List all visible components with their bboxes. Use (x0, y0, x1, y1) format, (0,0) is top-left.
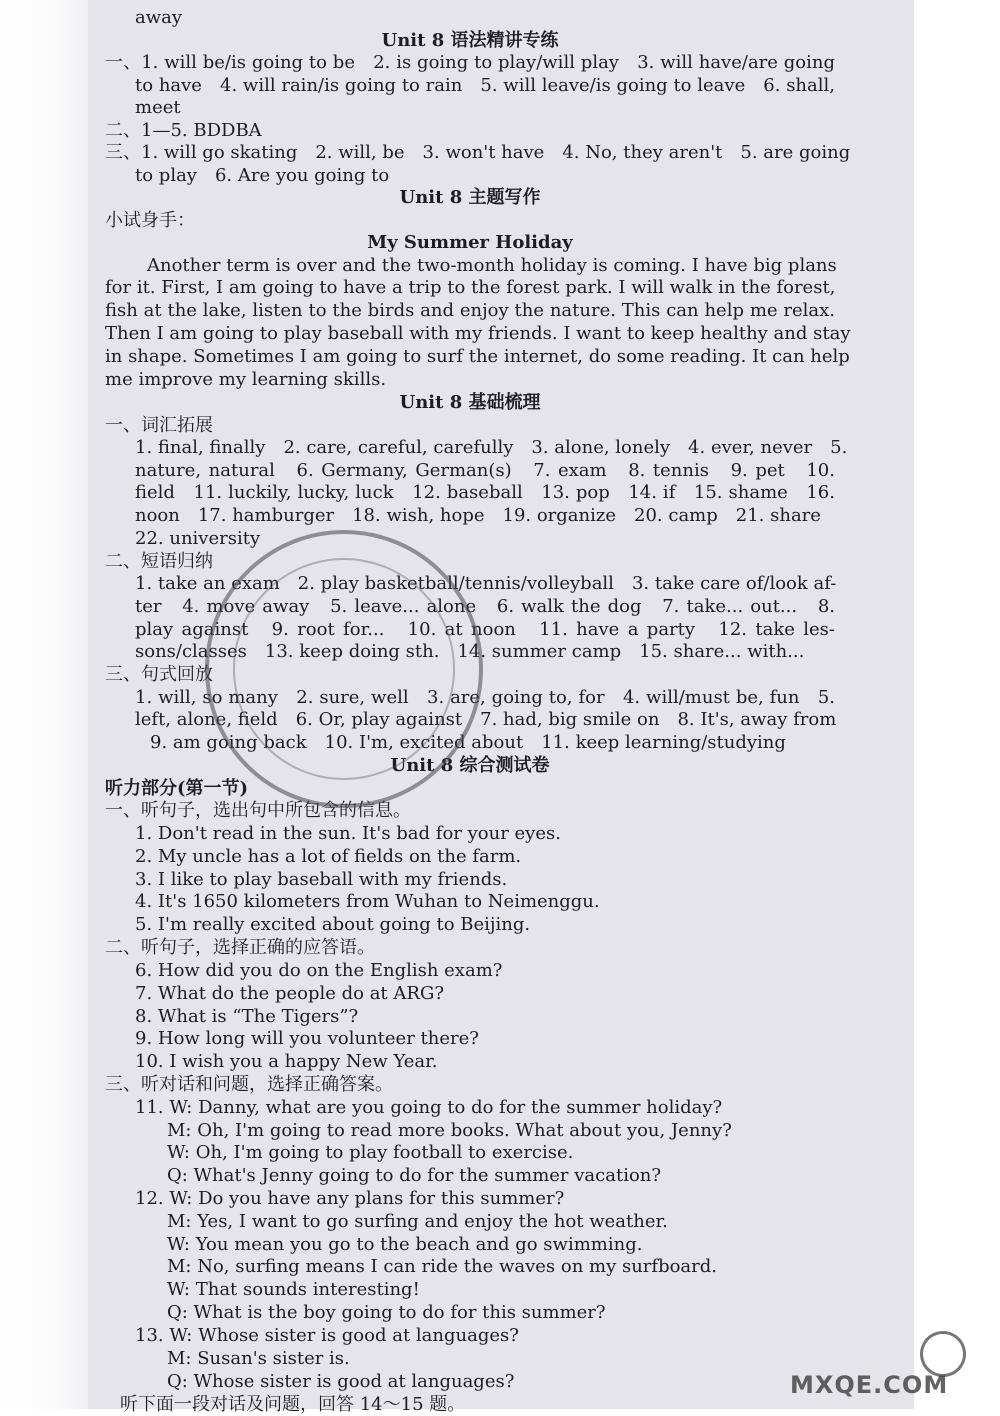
text-line: 三、听对话和问题，选择正确答案。 (105, 1074, 393, 1095)
text-line: sons/classes 13. keep doing sth. 14. summer camp 15. share... with... (135, 641, 805, 662)
text-line: Q: What's Jenny going to do for the summer vacation? (167, 1165, 662, 1186)
right-margin (914, 0, 1000, 1409)
text-line: 22. university (135, 528, 261, 549)
section-heading: My Summer Holiday (367, 232, 573, 253)
text-line: 听力部分(第一节) (105, 778, 249, 799)
text-line: W: You mean you go to the beach and go swimming. (167, 1234, 643, 1255)
text-line: 9. am going back 10. I'm, excited about 11. keep learning/studying (150, 732, 786, 753)
text-line: field 11. luckily, lucky, luck 12. baseball 13. pop 14. if 15. shame 16. (135, 482, 835, 503)
section-heading: Unit 8 主题写作 (399, 187, 541, 208)
text-line: M: No, surfing means I can ride the waves on my surfboard. (167, 1256, 718, 1277)
text-line: 13. W: Whose sister is good at languages? (135, 1325, 519, 1346)
text-line: 1. Don't read in the sun. It's bad for your eyes. (135, 823, 561, 844)
text-line: M: Oh, I'm going to read more books. What about you, Jenny? (167, 1120, 732, 1141)
text-line: fish at the lake, listen to the birds and enjoy the nature. This can help me relax. (105, 300, 835, 321)
text-line: 1. will, so many 2. sure, well 3. are, going to, for 4. will/must be, fun 5. (135, 687, 835, 708)
text-line: away (135, 7, 183, 28)
text-line: W: That sounds interesting! (167, 1279, 420, 1300)
text-line: ter 4. move away 5. leave... alone 6. walk the dog 7. take... out... 8. (135, 596, 835, 617)
section-heading: Unit 8 语法精讲专练 (381, 30, 559, 51)
text-line: 5. I'm really excited about going to Beijing. (135, 914, 531, 935)
text-line: M: Yes, I want to go surfing and enjoy the hot weather. (167, 1211, 668, 1232)
text-line: 2. My uncle has a lot of fields on the farm. (135, 846, 522, 867)
text-line: Q: Whose sister is good at languages? (167, 1371, 515, 1392)
text-line: 1. take an exam 2. play basketball/tennis/volleyball 3. take care of/look af- (135, 573, 837, 594)
text-line: 9. How long will you volunteer there? (135, 1028, 479, 1049)
text-line: 10. I wish you a happy New Year. (135, 1051, 438, 1072)
text-line: 二、听句子，选择正确的应答语。 (105, 937, 375, 958)
text-line: 11. W: Danny, what are you going to do for the summer holiday? (135, 1097, 723, 1118)
watermark-site-text: MXQE.COM (790, 1371, 949, 1399)
book-spine-shadow (0, 0, 100, 1409)
section-heading: Unit 8 基础梳理 (399, 392, 541, 413)
text-line: W: Oh, I'm going to play football to exercise. (167, 1142, 574, 1163)
text-line: meet (135, 97, 181, 118)
text-line: left, alone, field 6. Or, play against 7. had, big smile on 8. It's, away from (135, 709, 837, 730)
section-heading: Unit 8 综合测试卷 (390, 755, 550, 776)
site-watermark (790, 1331, 990, 1401)
text-line: in shape. Sometimes I am going to surf the internet, do some reading. It can help (105, 346, 850, 367)
text-line: 1. final, finally 2. care, careful, carefully 3. alone, lonely 4. ever, never 5. (135, 437, 848, 458)
text-line: 二、1—5. BDDBA (105, 120, 262, 141)
text-line: 一、1. will be/is going to be 2. is going to play/will play 3. will have/are going (105, 52, 835, 73)
text-line: to have 4. will rain/is going to rain 5. will leave/is going to leave 6. shall, (135, 75, 835, 96)
text-line: Q: What is the boy going to do for this summer? (167, 1302, 606, 1323)
text-line: 二、短语归纳 (105, 551, 213, 572)
text-line: 三、句式回放 (105, 664, 213, 685)
text-line: nature, natural 6. Germany, German(s) 7. exam 8. tennis 9. pet 10. (135, 460, 835, 481)
text-line: play against 9. root for... 10. at noon 11. have a party 12. take les- (135, 619, 835, 640)
text-line: Another term is over and the two-month holiday is coming. I have big plans (147, 255, 837, 276)
text-line: 3. I like to play baseball with my friends. (135, 869, 508, 890)
text-line: to play 6. Are you going to (135, 165, 390, 186)
text-line: 一、听句子，选出句中所包含的信息。 (105, 800, 411, 821)
text-line: noon 17. hamburger 18. wish, hope 19. organize 20. camp 21. share (135, 505, 821, 526)
text-line: 7. What do the people do at ARG? (135, 983, 444, 1004)
text-line: for it. First, I am going to have a trip to the forest park. I will walk in the forest, (105, 277, 836, 298)
text-line: 听下面一段对话及问题，回答 14～15 题。 (120, 1394, 466, 1415)
text-line: 8. What is “The Tigers”? (135, 1006, 359, 1027)
text-line: 6. How did you do on the English exam? (135, 960, 503, 981)
text-line: 三、1. will go skating 2. will, be 3. won't have 4. No, they aren't 5. are going (105, 142, 851, 163)
text-line: 4. It's 1650 kilometers from Wuhan to Neimenggu. (135, 891, 600, 912)
text-line: 一、词汇拓展 (105, 415, 213, 436)
text-line: 12. W: Do you have any plans for this summer? (135, 1188, 565, 1209)
text-line: me improve my learning skills. (105, 369, 387, 390)
text-line: 小试身手： (105, 210, 195, 231)
text-line: M: Susan's sister is. (167, 1348, 350, 1369)
text-line: Then I am going to play baseball with my friends. I want to keep healthy and stay (105, 323, 851, 344)
